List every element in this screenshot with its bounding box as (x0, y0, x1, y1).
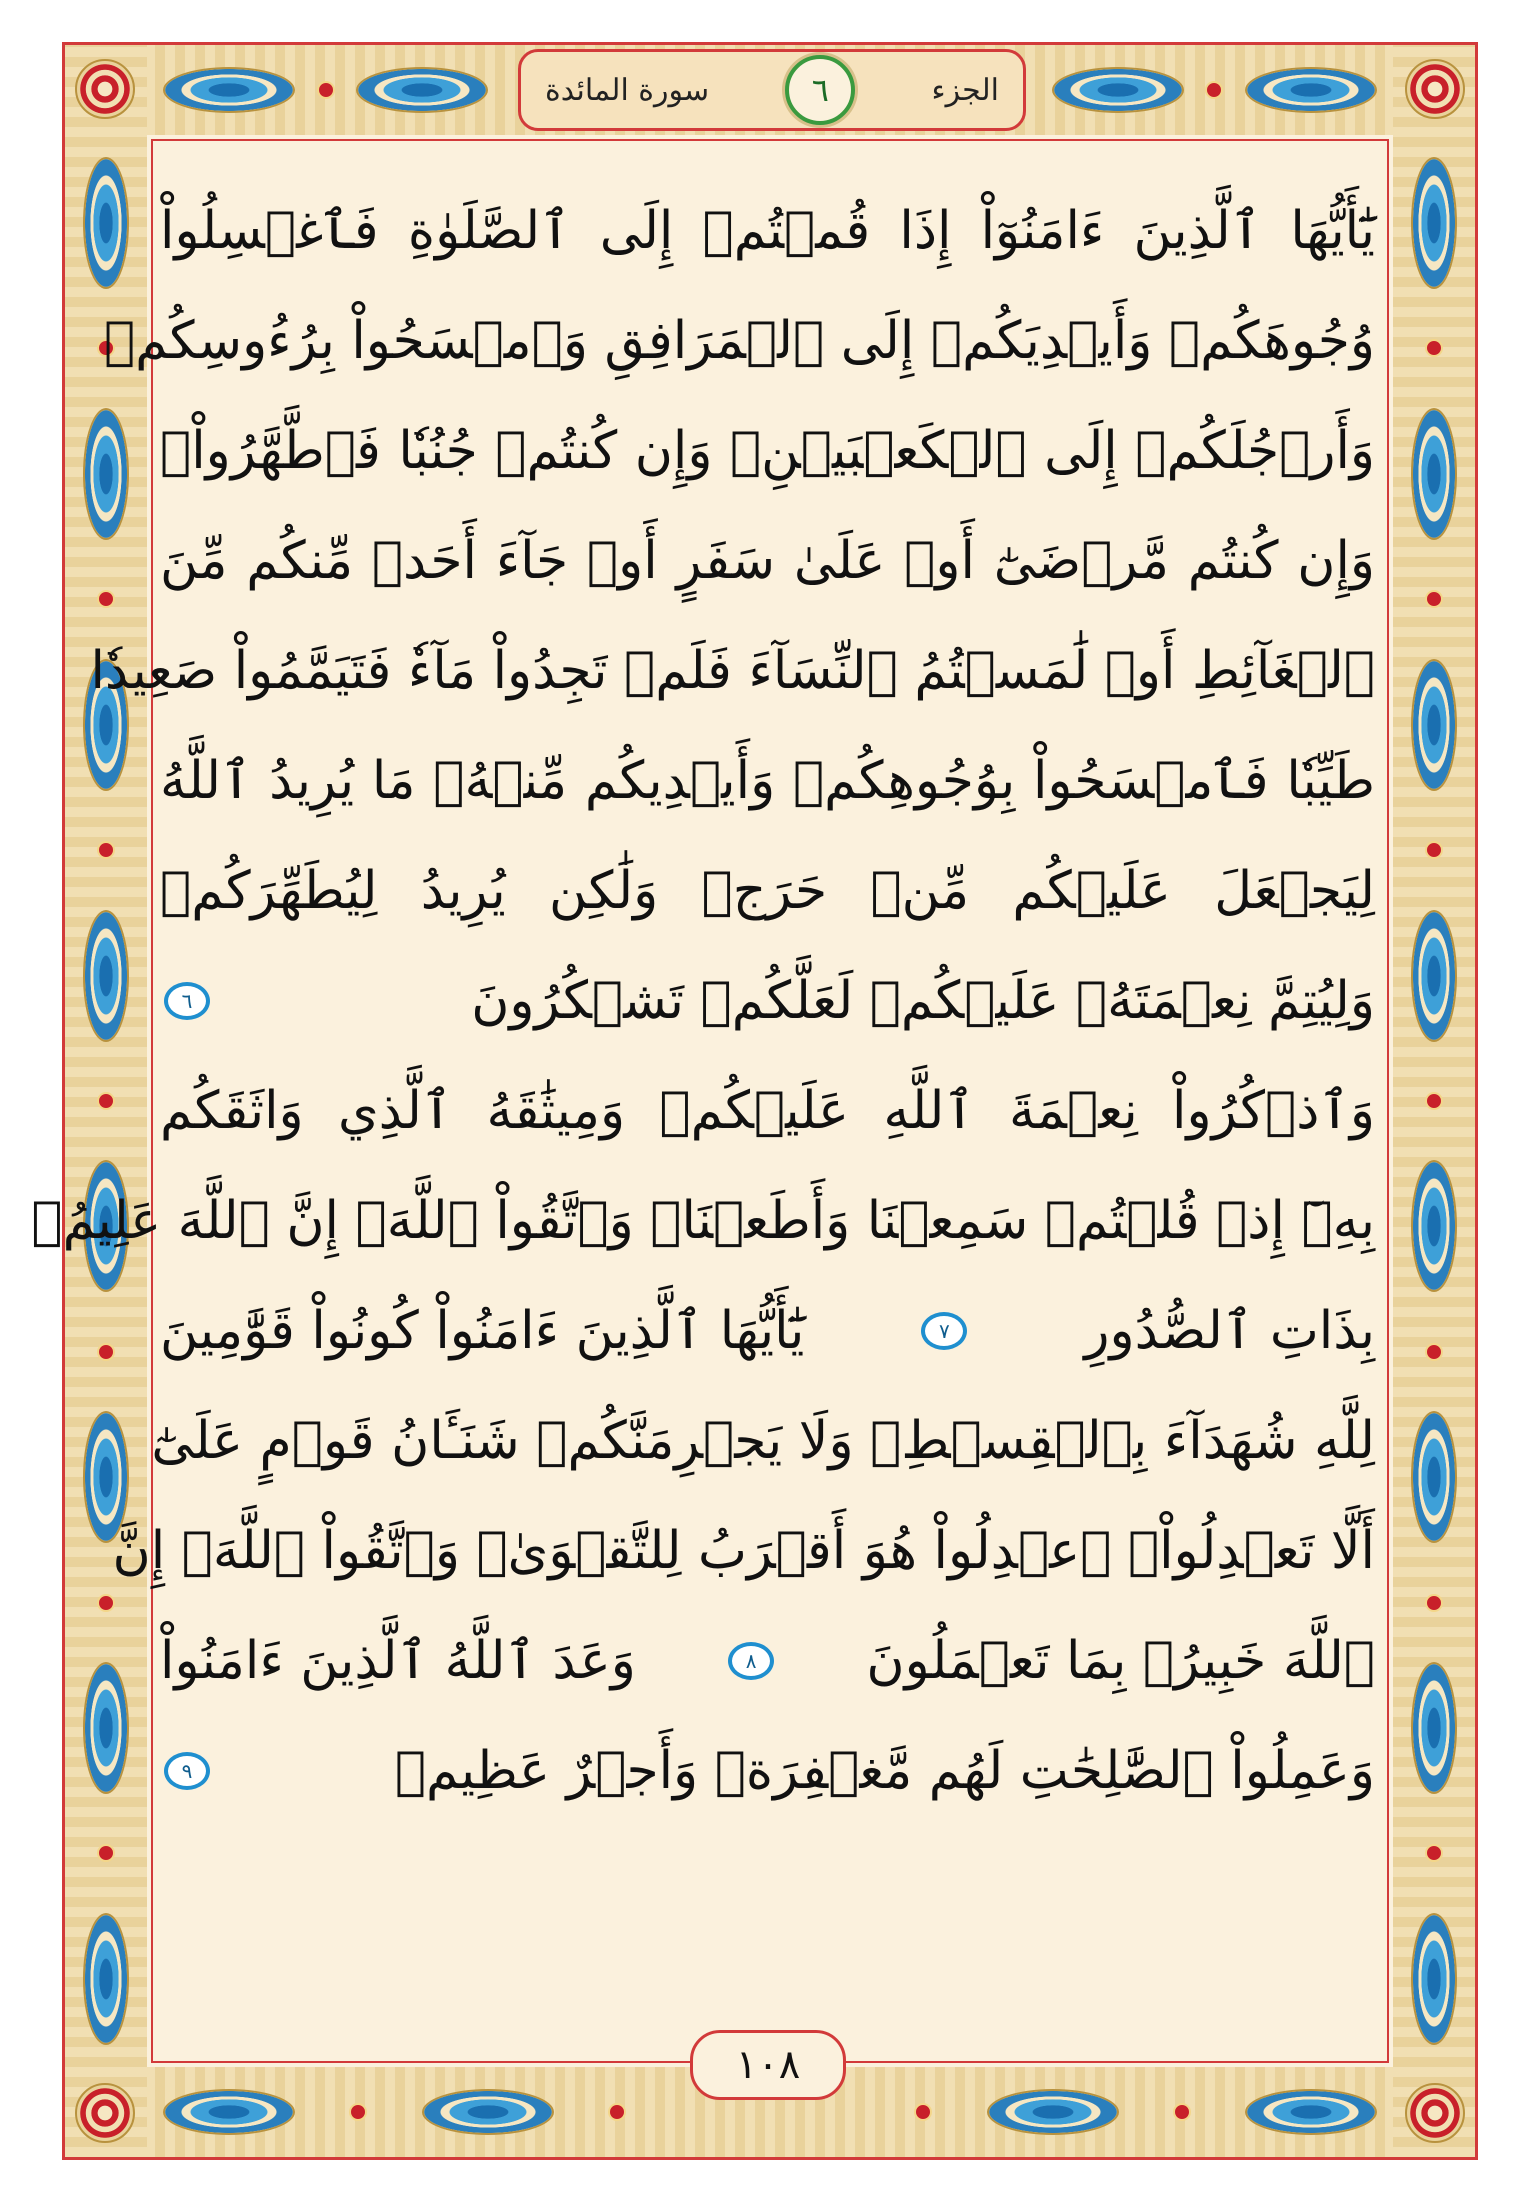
verse-line (112, 1496, 1375, 1606)
ornament-medallion (1411, 1913, 1457, 2045)
verse-line-text: وَعَدَ ٱللَّهُ ٱلَّذِينَ ءَامَنُواْ (160, 1631, 636, 1691)
page-number: ١٠٨ (690, 2030, 846, 2100)
ornament-dot (1425, 590, 1443, 608)
ornament-dot (1425, 1092, 1443, 1110)
ornament-medallion (1245, 67, 1377, 113)
verse-line-text: لِلَّهِ شُهَدَآءَ بِٱلۡقِسۡطِۖ وَلَا يَجۡرِمَنَّكُمۡ شَنَـَٔانُ قَوۡمٍ عَلَىٰٓ (151, 1411, 1375, 1471)
ayah-marker: ٩ (164, 1752, 210, 1790)
verse-line-text: بِذَاتِ ٱلصُّدُورِ (1084, 1301, 1375, 1361)
ornament-medallion (83, 1662, 129, 1794)
ornament-dot (1425, 841, 1443, 859)
ornament-dot (1173, 2103, 1191, 2121)
verse-line-text: يَٰٓأَيُّهَا ٱلَّذِينَ ءَامَنُواْ كُونُواْ قَوَّٰمِينَ (160, 1301, 805, 1361)
verse-line (103, 286, 1375, 396)
ayah-marker: ٦ (164, 982, 210, 1020)
ornament-dot (1205, 81, 1223, 99)
verse-line (160, 396, 1375, 506)
ornament-medallion (1411, 1662, 1457, 1794)
ornament-dot (97, 1844, 115, 1862)
ornament-dot (97, 1343, 115, 1361)
verse-line-text: يَٰٓأَيُّهَا ٱلَّذِينَ ءَامَنُوٓاْ إِذَا قُمۡتُمۡ إِلَى ٱلصَّلَوٰةِ فَٱغۡسِلُواْ (160, 201, 1375, 261)
ornament-dot (914, 2103, 932, 2121)
verse-line (31, 1166, 1375, 1276)
verse-line (160, 1716, 1375, 1826)
ornament-dot (349, 2103, 367, 2121)
verse-line-text: بِهِۦٓ إِذۡ قُلۡتُمۡ سَمِعۡنَا وَأَطَعۡنَاۖ وَٱتَّقُواْ ٱللَّهَۚ إِنَّ ٱللَّهَ عَلِيمُۢ (31, 1191, 1375, 1251)
ornament-dot (1425, 1844, 1443, 1862)
verse-line-text: وَٱذۡكُرُواْ نِعۡمَةَ ٱللَّهِ عَلَيۡكُمۡ وَمِيثَٰقَهُ ٱلَّذِي وَاثَقَكُم (160, 1081, 1375, 1141)
ornament-medallion (163, 2089, 295, 2135)
verse-text-block (31, 176, 1375, 1826)
verse-line (160, 726, 1375, 836)
ornament-medallion (1245, 2089, 1377, 2135)
ornament-dot (1425, 1343, 1443, 1361)
ornament-medallion (356, 67, 488, 113)
corner-ornament-bottom-right (1405, 2083, 1465, 2143)
verse-line (90, 616, 1375, 726)
ornament-dot (97, 841, 115, 859)
ornament-medallion (1411, 157, 1457, 289)
ornament-dot (1425, 339, 1443, 357)
ornament-medallion (83, 1913, 129, 2045)
ornament-medallion (83, 157, 129, 289)
ornament-medallion (83, 408, 129, 540)
ornament-medallion (1411, 1160, 1457, 1292)
ornament-dot (1425, 1594, 1443, 1612)
verse-line (160, 176, 1375, 286)
ornament-dot (97, 1594, 115, 1612)
surah-name: سورة المائدة (545, 72, 710, 108)
verse-line (160, 1606, 1375, 1716)
frame-ornaments-right (1407, 157, 1461, 2045)
verse-line-text: وَعَمِلُواْ ٱلصَّٰلِحَٰتِ لَهُم مَّغۡفِرَةٞ وَأَجۡرٌ عَظِيمٞ (394, 1741, 1375, 1801)
verse-line-text: ٱلۡغَآئِطِ أَوۡ لَٰمَسۡتُمُ ٱلنِّسَآءَ فَلَمۡ تَجِدُواْ مَآءٗ فَتَيَمَّمُواْ صَعِيدٗا (90, 641, 1375, 701)
ornament-medallion (1052, 67, 1184, 113)
verse-line (160, 506, 1375, 616)
ornament-medallion (83, 910, 129, 1042)
ornament-dot (97, 1092, 115, 1110)
verse-line (160, 836, 1375, 946)
ornament-medallion (1411, 1411, 1457, 1543)
ornament-medallion (422, 2089, 554, 2135)
ornament-medallion (1411, 659, 1457, 791)
verse-line-text: وُجُوهَكُمۡ وَأَيۡدِيَكُمۡ إِلَى ٱلۡمَرَافِقِ وَٱمۡسَحُواْ بِرُءُوسِكُمۡ (103, 311, 1375, 371)
ornament-dot (97, 590, 115, 608)
ornament-medallion (163, 67, 295, 113)
frame-ornaments-left (79, 157, 133, 2045)
verse-line-text: طَيِّبٗا فَٱمۡسَحُواْ بِوُجُوهِكُمۡ وَأَيۡدِيكُم مِّنۡهُۚ مَا يُرِيدُ ٱللَّهُ (160, 751, 1375, 811)
ornament-medallion (1411, 408, 1457, 540)
juz-number-badge: ٦ (785, 55, 855, 125)
page-header (518, 49, 1026, 131)
verse-line-text: وَلِيُتِمَّ نِعۡمَتَهُۥ عَلَيۡكُمۡ لَعَلَّكُمۡ تَشۡكُرُونَ (471, 971, 1375, 1031)
verse-line-text: أَلَّا تَعۡدِلُواْۚ ٱعۡدِلُواْ هُوَ أَقۡرَبُ لِلتَّقۡوَىٰۖ وَٱتَّقُواْ ٱللَّهَۚ إِنَّ (112, 1521, 1375, 1581)
verse-line (160, 1056, 1375, 1166)
ornament-medallion (987, 2089, 1119, 2135)
verse-line-text: وَأَرۡجُلَكُمۡ إِلَى ٱلۡكَعۡبَيۡنِۚ وَإِن كُنتُمۡ جُنُبٗا فَٱطَّهَّرُواْۚ (160, 421, 1375, 481)
verse-line (151, 1386, 1375, 1496)
verse-line-text: لِيَجۡعَلَ عَلَيۡكُم مِّنۡ حَرَجٖ وَلَٰكِن يُرِيدُ لِيُطَهِّرَكُمۡ (160, 861, 1375, 921)
ornament-dot (608, 2103, 626, 2121)
ayah-marker: ٨ (728, 1642, 774, 1680)
ayah-marker: ٧ (921, 1312, 967, 1350)
verse-line (160, 1276, 1375, 1386)
corner-ornament-bottom-left (75, 2083, 135, 2143)
verse-line-text: ٱللَّهَ خَبِيرُۢ بِمَا تَعۡمَلُونَ (866, 1631, 1375, 1691)
corner-ornament-top-right (1405, 59, 1465, 119)
ornament-medallion (1411, 910, 1457, 1042)
verse-line (160, 946, 1375, 1056)
verse-line-text: وَإِن كُنتُم مَّرۡضَىٰٓ أَوۡ عَلَىٰ سَفَرٍ أَوۡ جَآءَ أَحَدٞ مِّنكُم مِّنَ (160, 531, 1375, 591)
corner-ornament-top-left (75, 59, 135, 119)
ornament-dot (317, 81, 335, 99)
juz-label: الجزء (931, 72, 999, 108)
